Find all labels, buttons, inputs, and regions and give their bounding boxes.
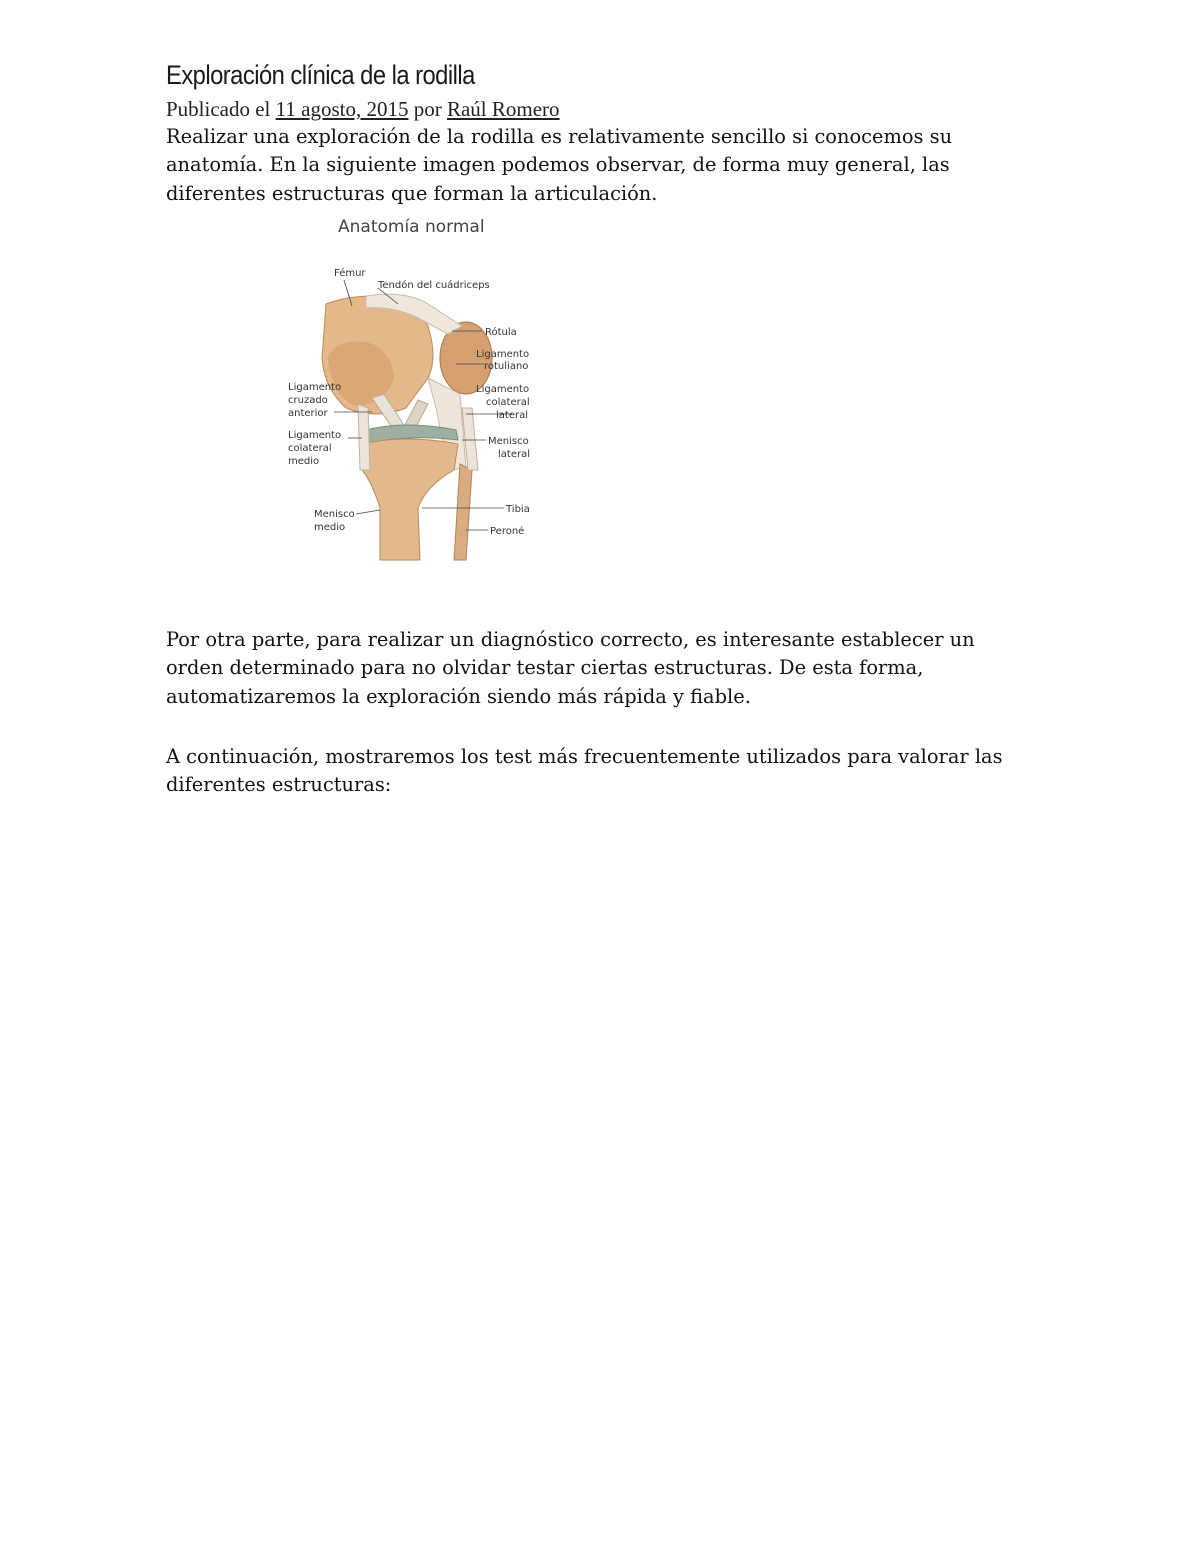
label-menisco-lateral: lateral: [498, 449, 530, 460]
paragraph-line: Por otra parte, para realizar un diagnóstico correcto, es interesante establecer un: [166, 628, 975, 651]
label-lig-cruzado-anterior: anterior: [288, 408, 328, 419]
label-lig-colateral-medio: medio: [288, 456, 320, 467]
label-lig-colateral-medio: Ligamento: [288, 430, 342, 441]
fibula-shape: [454, 464, 472, 560]
label-menisco-medio: medio: [314, 522, 346, 533]
label-femur: Fémur: [334, 268, 366, 279]
third-paragraph: [166, 743, 1046, 800]
paragraph-line: Realizar una exploración de la rodilla es relativamente sencillo si conocemos su: [166, 125, 953, 148]
label-lig-cruzado-anterior: cruzado: [288, 395, 328, 406]
paragraph-line: diferentes estructuras que forman la articulación.: [166, 181, 658, 205]
byline-by: por: [413, 97, 442, 121]
intro-paragraph: [166, 123, 1046, 208]
byline: [166, 97, 560, 122]
label-menisco-lateral: Menisco: [488, 436, 529, 447]
paragraph-line: diferentes estructuras:: [166, 773, 392, 797]
label-perone: Peroné: [490, 526, 525, 537]
tibia-shape: [362, 439, 458, 560]
label-lig-colateral-lateral: lateral: [496, 410, 528, 421]
label-lig-rotuliano: Ligamento: [476, 349, 530, 360]
date-link[interactable]: 11 agosto, 2015: [275, 97, 409, 121]
label-menisco-medio: Menisco: [314, 509, 355, 520]
page-title: Exploración clínica de la rodilla: [166, 60, 475, 90]
label-lig-rotuliano: rotuliano: [484, 361, 529, 372]
byline-prefix: Publicado el: [166, 97, 271, 121]
label-tibia: Tibia: [506, 504, 530, 515]
label-lig-cruzado-anterior: Ligamento: [288, 382, 342, 393]
paragraph-line: anatomía. En la siguiente imagen podemos observar, de forma muy general, las: [166, 153, 950, 177]
paragraph-line: orden determinado para no olvidar testar ciertas estructuras. De esta forma,: [166, 656, 924, 680]
label-rotula: Rótula: [485, 327, 517, 338]
paragraph-line: automatizaremos la exploración siendo más rápida y fiable.: [166, 684, 751, 708]
label-quadriceps-tendon: Tendón del cuádriceps: [378, 280, 490, 291]
figure-title: Anatomía normal: [338, 217, 485, 237]
medial-collateral-ligament-shape: [358, 404, 370, 470]
knee-anatomy-illustration: [166, 208, 566, 588]
label-lig-colateral-medio: colateral: [288, 443, 332, 454]
second-paragraph: [166, 626, 1046, 711]
knee-anatomy-figure: [166, 208, 566, 588]
label-lig-colateral-lateral: colateral: [486, 397, 530, 408]
author-link[interactable]: Raúl Romero: [446, 97, 560, 121]
label-lig-colateral-lateral: Ligamento: [476, 384, 530, 395]
paragraph-line: A continuación, mostraremos los test más frecuentemente utilizados para valorar las: [166, 745, 1003, 768]
